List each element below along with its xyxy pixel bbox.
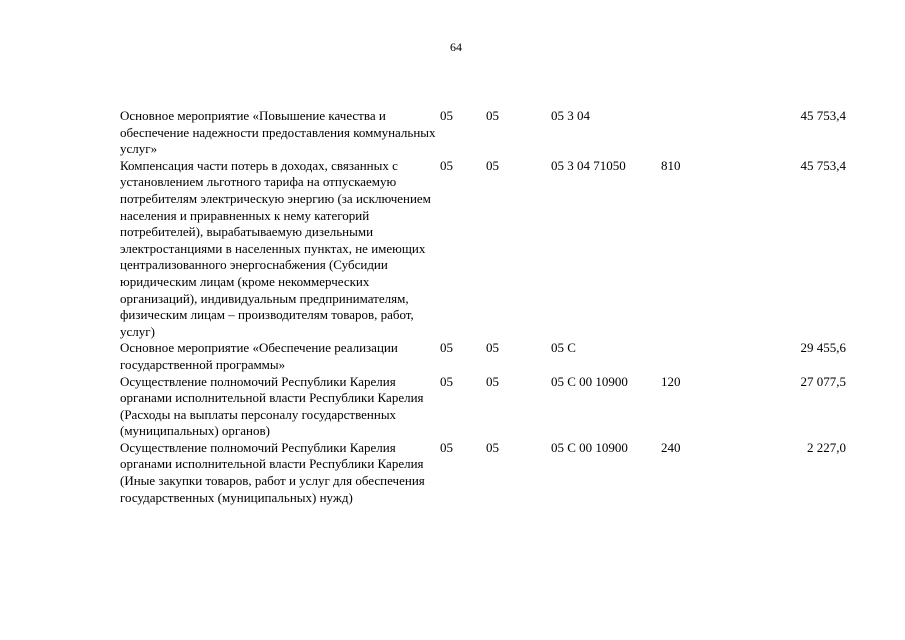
row-section-code: 05 [440,108,453,123]
row-name: Осуществление полномочий Республики Карелия органами исполнительной власти Республики Карелия (Иные закупки товаров, работ и услуг для обеспечения государственных (муниципальных) нужд) [120,439,425,505]
row-sum: 45 753,4 [800,157,846,173]
row-expense-type-code [661,108,731,158]
row-expense-type-code [661,340,731,373]
row-sum: 29 455,6 [800,340,846,356]
table-row [120,158,846,341]
row-section-code: 05 [440,373,453,389]
row-target-article-code: 05 С [551,340,576,356]
row-subsection-code: 05 [486,157,499,173]
row-sum: 2 227,0 [807,439,846,455]
row-section-code: 05 [440,157,453,173]
table-row [120,374,846,440]
row-section-code: 05 [440,439,453,455]
row-expense-type-code: 810 [661,157,681,173]
row-name: Основное мероприятие «Повышение качества и обеспечение надежности предоставления коммунальных услуг» [120,108,436,157]
row-expense-type-code: 120 [661,373,681,389]
table-row [120,108,846,158]
row-name: Основное мероприятие «Обеспечение реализации государственной программы» [120,340,398,372]
row-target-article-code: 05 3 04 71050 [551,157,626,173]
row-target-article-code: 05 С 00 10900 [551,439,628,455]
row-subsection-code: 05 [486,340,499,356]
page-number: 64 [450,40,462,54]
row-subsection-code: 05 [486,373,499,389]
row-subsection-code: 05 [486,439,499,455]
row-name: Компенсация части потерь в доходах, связанных с установлением льготного тарифа на отпускаемую потребителям электрическую энергию (за исключением населения и приравненных к нему категорий потребителей), вырабатываемую дизельными электростанциями в населенных пунктах, не имеющих централизованного энергоснабжения (Субсидии юридическим лицам (кроме некоммерческих организаций), индивидуальным предпринимателям, физическим лицам – производителям товаров, работ, услуг) [120,157,431,339]
row-expense-type-code: 240 [661,439,681,455]
row-target-article-code: 05 3 04 [551,108,590,123]
row-name: Осуществление полномочий Республики Карелия органами исполнительной власти Республики Карелия (Расходы на выплаты персоналу государственных (муниципальных) органов) [120,373,424,439]
row-sum: 45 753,4 [800,108,846,123]
row-sum: 27 077,5 [800,373,846,389]
row-section-code: 05 [440,340,453,356]
budget-table [120,108,846,506]
table-row [120,440,846,506]
row-subsection-code: 05 [486,108,499,123]
row-target-article-code: 05 С 00 10900 [551,373,628,389]
table-row [120,340,846,373]
